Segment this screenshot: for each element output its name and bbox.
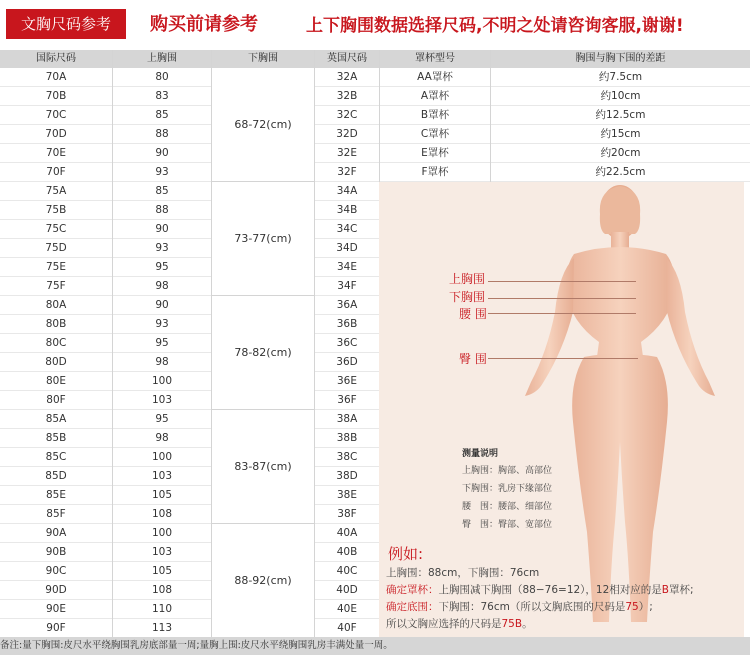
chart-title-tag: 文胸尺码参考 <box>6 9 126 39</box>
underbust-range-cell: 68-72(cm) <box>212 68 314 182</box>
upper-bust-cell: 105 <box>113 562 211 581</box>
intl-size-cell: 85D <box>0 467 112 486</box>
intl-size-cell: 75F <box>0 277 112 296</box>
upper-bust-cell: 90 <box>113 144 211 163</box>
key-line-waist: 腰 围：腰部、细部位 <box>462 502 553 512</box>
hip-guide-line <box>488 358 638 359</box>
upper-bust-cell: 103 <box>113 543 211 562</box>
intl-size-cell: 75D <box>0 239 112 258</box>
uk-size-cell: 34D <box>315 239 379 258</box>
cup-difference-cell: 约15cm <box>491 125 750 144</box>
intl-size-cell: 90C <box>0 562 112 581</box>
underbust-range-cell: 88-92(cm) <box>212 524 314 638</box>
upper-bust-cell: 85 <box>113 182 211 201</box>
uk-size-cell: 38A <box>315 410 379 429</box>
uk-size-cell: 32B <box>315 87 379 106</box>
upper-bust-cell: 103 <box>113 467 211 486</box>
uk-size-cell: 36C <box>315 334 379 353</box>
uk-size-cell: 32A <box>315 68 379 87</box>
intl-size-cell: 90F <box>0 619 112 638</box>
upper-bust-cell: 108 <box>113 581 211 600</box>
cup-difference-cell: 约10cm <box>491 87 750 106</box>
cup-type-cell: F罩杯 <box>380 163 490 182</box>
example-band-label: 确定底围： <box>386 601 439 613</box>
upper-bust-cell: 90 <box>113 220 211 239</box>
upper-bust-cell: 93 <box>113 315 211 334</box>
intl-size-cell: 80D <box>0 353 112 372</box>
cup-type-cell: A罩杯 <box>380 87 490 106</box>
intl-size-cell: 75E <box>0 258 112 277</box>
uk-size-cell: 32D <box>315 125 379 144</box>
upper-bust-cell: 100 <box>113 448 211 467</box>
underbust-range-cell: 78-82(cm) <box>212 296 314 410</box>
uk-size-cell: 36D <box>315 353 379 372</box>
uk-size-cell: 34E <box>315 258 379 277</box>
intl-size-cell: 70D <box>0 125 112 144</box>
upper-bust-cell: 98 <box>113 353 211 372</box>
upper-bust-cell: 95 <box>113 334 211 353</box>
intl-size-cell: 85A <box>0 410 112 429</box>
header-uk-size: 英国尺码 <box>315 50 379 68</box>
example-line-1: 上胸围：88cm，下胸围：76cm <box>386 567 540 579</box>
label-bust: 上胸围 <box>449 272 486 286</box>
upper-bust-cell: 90 <box>113 296 211 315</box>
label-waist: 腰 围 <box>459 307 487 321</box>
underbust-range-cell: 83-87(cm) <box>212 410 314 524</box>
intl-size-cell: 90D <box>0 581 112 600</box>
upper-bust-cell: 85 <box>113 106 211 125</box>
upper-bust-cell: 105 <box>113 486 211 505</box>
key-line-underbust: 下胸围：乳房下缘部位 <box>462 484 553 494</box>
cup-type-cell: B罩杯 <box>380 106 490 125</box>
intl-size-cell: 70C <box>0 106 112 125</box>
upper-bust-cell: 113 <box>113 619 211 638</box>
uk-size-cell: 40A <box>315 524 379 543</box>
example-line-3 <box>386 599 653 614</box>
upper-bust-cell: 110 <box>113 600 211 619</box>
example-result-text: 所以文胸应选择的尺码是 <box>386 618 502 630</box>
key-line-bust: 上胸围：胸部、高部位 <box>462 466 553 476</box>
cup-difference-cell: 约22.5cm <box>491 163 750 182</box>
upper-bust-cell: 88 <box>113 201 211 220</box>
uk-size-cell: 40E <box>315 600 379 619</box>
uk-size-cell: 38C <box>315 448 379 467</box>
uk-size-cell: 40B <box>315 543 379 562</box>
uk-size-cell: 36B <box>315 315 379 334</box>
example-title: 例如: <box>388 545 424 563</box>
example-result-size: 75B <box>501 618 523 630</box>
example-cup-text: 上胸围减下胸围（88−76=12），12相对应的是 <box>438 584 662 596</box>
intl-size-cell: 90B <box>0 543 112 562</box>
upper-bust-cell: 98 <box>113 429 211 448</box>
upper-bust-cell: 103 <box>113 391 211 410</box>
waist-guide-line <box>488 313 636 314</box>
upper-bust-cell: 100 <box>113 372 211 391</box>
cup-type-cell: E罩杯 <box>380 144 490 163</box>
uk-size-cell: 32C <box>315 106 379 125</box>
example-cup-label: 确定罩杯： <box>386 584 439 596</box>
intl-size-cell: 80A <box>0 296 112 315</box>
underbust-guide-line <box>488 298 636 299</box>
uk-size-cell: 36A <box>315 296 379 315</box>
header-intl-size: 国际尺码 <box>0 50 112 68</box>
intl-size-cell: 85B <box>0 429 112 448</box>
example-band-text: 下胸围：76cm（所以文胸底围的尺码是 <box>438 601 626 613</box>
intl-size-cell: 85C <box>0 448 112 467</box>
upper-bust-cell: 93 <box>113 163 211 182</box>
example-result-end: 。 <box>522 618 533 630</box>
header-difference: 胸围与胸下围的差距 <box>491 50 750 68</box>
banner-notice-2: 上下胸围数据选择尺码,不明之处请咨询客服,谢谢! <box>306 16 684 36</box>
example-cup-end: 罩杯; <box>669 584 694 596</box>
uk-size-cell: 34B <box>315 201 379 220</box>
bust-guide-line <box>488 281 636 282</box>
cup-difference-cell: 约7.5cm <box>491 68 750 87</box>
cup-difference-cell: 约12.5cm <box>491 106 750 125</box>
upper-bust-cell: 88 <box>113 125 211 144</box>
upper-bust-cell: 83 <box>113 87 211 106</box>
upper-bust-cell: 95 <box>113 258 211 277</box>
intl-size-cell: 90E <box>0 600 112 619</box>
uk-size-cell: 34F <box>315 277 379 296</box>
uk-size-cell: 34C <box>315 220 379 239</box>
footer-note: 备注:量下胸围:皮尺水平绕胸围乳房底部量一周;量胸上围:皮尺水平绕胸围乳房丰满处量一周。 <box>0 637 750 655</box>
cup-type-cell: C罩杯 <box>380 125 490 144</box>
intl-size-cell: 75A <box>0 182 112 201</box>
upper-bust-cell: 80 <box>113 68 211 87</box>
header-upper-bust: 上胸围 <box>113 50 211 68</box>
intl-size-cell: 80C <box>0 334 112 353</box>
example-band-end: ）; <box>638 601 653 613</box>
cup-difference-cell: 约20cm <box>491 144 750 163</box>
uk-size-cell: 40D <box>315 581 379 600</box>
uk-size-cell: 38F <box>315 505 379 524</box>
uk-size-cell: 36F <box>315 391 379 410</box>
uk-size-cell: 38B <box>315 429 379 448</box>
upper-bust-cell: 100 <box>113 524 211 543</box>
label-hip: 臀 围 <box>459 352 487 366</box>
uk-size-cell: 36E <box>315 372 379 391</box>
uk-size-cell: 38E <box>315 486 379 505</box>
uk-size-cell: 34A <box>315 182 379 201</box>
key-line-hip: 臀 围：臀部、宽部位 <box>462 520 553 530</box>
intl-size-cell: 70B <box>0 87 112 106</box>
intl-size-cell: 70A <box>0 68 112 87</box>
header-cup-type: 罩杯型号 <box>380 50 490 68</box>
intl-size-cell: 75C <box>0 220 112 239</box>
intl-size-cell: 90A <box>0 524 112 543</box>
intl-size-cell: 85F <box>0 505 112 524</box>
label-underbust: 下胸围 <box>449 290 486 304</box>
intl-size-cell: 70E <box>0 144 112 163</box>
measurement-key-title: 测量说明 <box>462 449 499 459</box>
upper-bust-cell: 98 <box>113 277 211 296</box>
uk-size-cell: 32F <box>315 163 379 182</box>
upper-bust-cell: 95 <box>113 410 211 429</box>
upper-bust-cell: 93 <box>113 239 211 258</box>
example-band-value: 75 <box>625 601 639 613</box>
intl-size-cell: 75B <box>0 201 112 220</box>
banner-notice-1: 购买前请参考 <box>150 14 258 35</box>
upper-bust-cell: 108 <box>113 505 211 524</box>
intl-size-cell: 70F <box>0 163 112 182</box>
uk-size-cell: 40C <box>315 562 379 581</box>
example-line-4 <box>386 616 533 631</box>
intl-size-cell: 80E <box>0 372 112 391</box>
intl-size-cell: 80F <box>0 391 112 410</box>
example-line-2 <box>386 582 694 597</box>
uk-size-cell: 38D <box>315 467 379 486</box>
intl-size-cell: 85E <box>0 486 112 505</box>
example-cup-value: B <box>661 584 670 596</box>
intl-size-cell: 80B <box>0 315 112 334</box>
uk-size-cell: 32E <box>315 144 379 163</box>
header-underbust: 下胸围 <box>212 50 314 68</box>
underbust-range-cell: 73-77(cm) <box>212 182 314 296</box>
cup-type-cell: AA罩杯 <box>380 68 490 87</box>
uk-size-cell: 40F <box>315 619 379 638</box>
title-banner <box>0 0 750 48</box>
